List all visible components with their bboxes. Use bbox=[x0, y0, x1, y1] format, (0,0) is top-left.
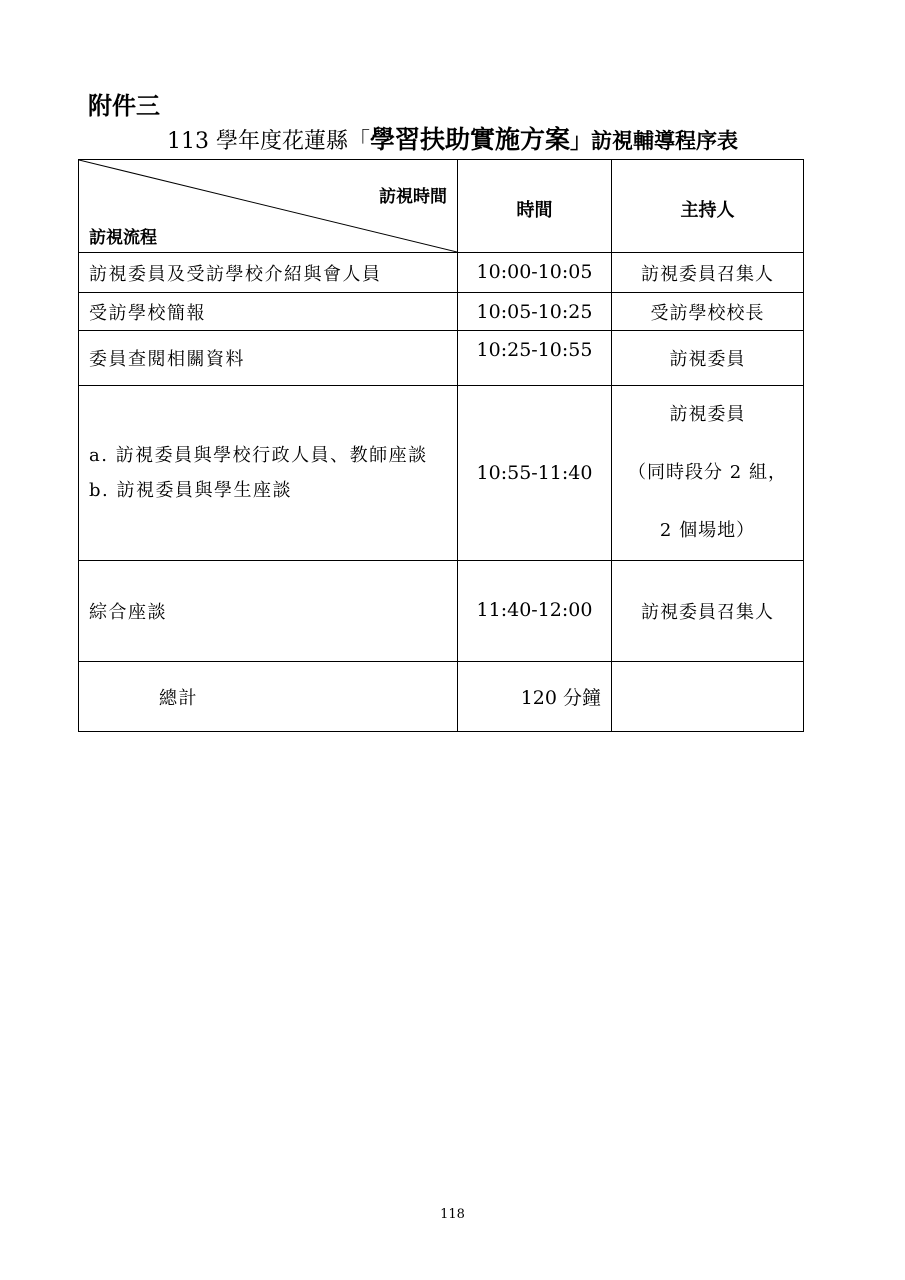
title-prefix: 113 學年度花蓮縣「 bbox=[166, 129, 370, 154]
diagonal-header-cell bbox=[79, 160, 458, 253]
annex-label: 附件三 bbox=[88, 92, 160, 120]
row-time: 11:40-12:00 bbox=[458, 561, 612, 662]
total-host bbox=[612, 662, 804, 732]
table-row bbox=[79, 561, 804, 662]
title-program: 學習扶助實施方案 bbox=[369, 125, 570, 154]
row-time: 10:05-10:25 bbox=[458, 293, 612, 331]
table-row bbox=[79, 253, 804, 293]
row-process: 綜合座談 bbox=[79, 561, 458, 662]
header-visit-time: 訪視時間 bbox=[379, 187, 447, 207]
table-row bbox=[79, 331, 804, 386]
table-row bbox=[79, 386, 804, 561]
header-time: 時間 bbox=[458, 160, 612, 253]
table-header-row bbox=[79, 160, 804, 253]
row-process: 委員查閱相關資料 bbox=[79, 331, 458, 386]
total-value: 120 分鐘 bbox=[458, 662, 612, 732]
document-title bbox=[0, 120, 905, 156]
row-process: 訪視委員及受訪學校介紹與會人員 bbox=[79, 253, 458, 293]
row-process: 受訪學校簡報 bbox=[79, 293, 458, 331]
page-number: 118 bbox=[440, 1207, 465, 1222]
row-host: 訪視委員 bbox=[612, 331, 804, 386]
table-row bbox=[79, 293, 804, 331]
row-host: 受訪學校校長 bbox=[612, 293, 804, 331]
row-process-a: a. 訪視委員與學校行政人員、教師座談 bbox=[89, 445, 428, 466]
row-host: 訪視委員召集人 bbox=[612, 561, 804, 662]
row-host-line3: 2 個場地） bbox=[659, 520, 756, 541]
row-time: 10:55-11:40 bbox=[458, 386, 612, 561]
row-process-multi bbox=[79, 386, 458, 561]
row-host: 訪視委員召集人 bbox=[612, 253, 804, 293]
row-process-b: b. 訪視委員與學生座談 bbox=[89, 480, 292, 501]
total-label: 總計 bbox=[79, 662, 458, 732]
total-row bbox=[79, 662, 804, 732]
schedule-table bbox=[78, 159, 804, 732]
row-host-multi bbox=[612, 386, 804, 561]
row-time: 10:00-10:05 bbox=[458, 253, 612, 293]
header-visit-process: 訪視流程 bbox=[89, 228, 157, 248]
row-time: 10:25-10:55 bbox=[458, 331, 612, 386]
row-host-line2: （同時段分 2 組， bbox=[628, 462, 787, 483]
title-suffix: 」訪視輔導程序表 bbox=[570, 128, 738, 153]
row-host-line1: 訪視委員 bbox=[669, 404, 746, 425]
header-host: 主持人 bbox=[612, 160, 804, 253]
